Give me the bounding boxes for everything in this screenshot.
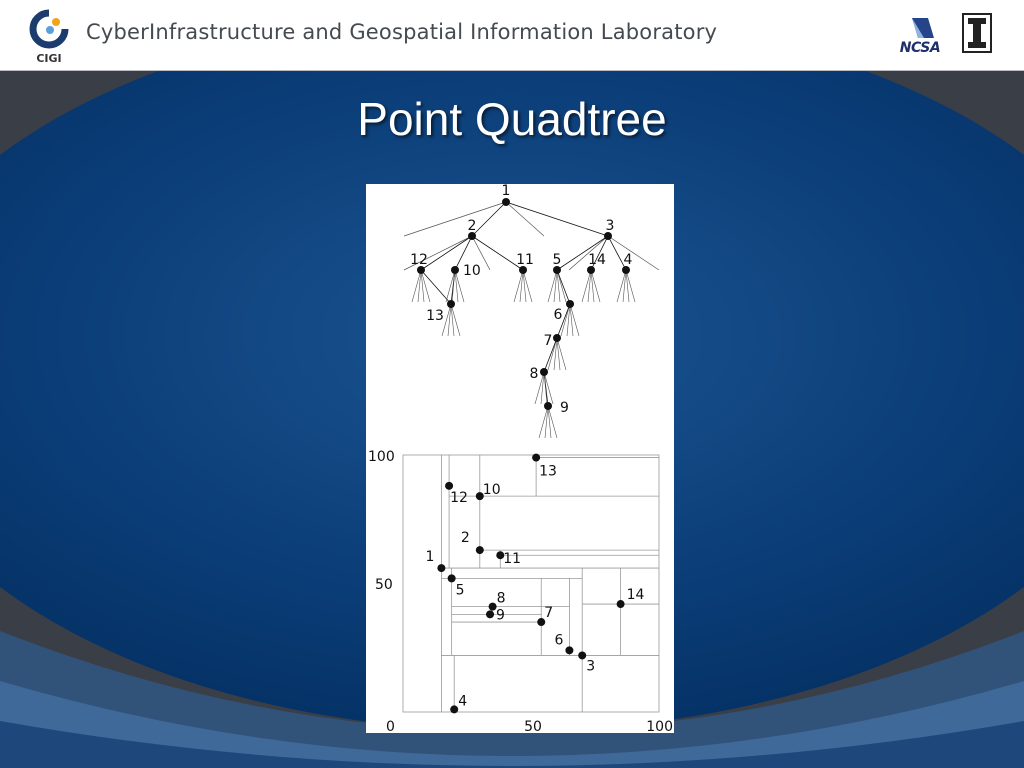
- plane-point-label-13: 13: [539, 463, 557, 480]
- tree-node-label-14: 14: [588, 252, 606, 268]
- plane-point-label-8: 8: [496, 590, 506, 607]
- tree-node-label-12: 12: [410, 252, 428, 268]
- plane-point-label-2: 2: [460, 530, 470, 547]
- plane-point-2: [476, 546, 484, 554]
- tree-node-13: [447, 300, 455, 308]
- tree-node-8: [540, 368, 548, 376]
- tree-null-branch: [608, 236, 659, 270]
- ncsa-logo-text: NCSA: [899, 40, 941, 56]
- tree-node-label-11: 11: [516, 252, 534, 268]
- plane-point-label-7: 7: [544, 605, 554, 622]
- illinois-block-i-icon: [962, 13, 992, 53]
- plane-point-1: [437, 564, 445, 572]
- illinois-logo: [962, 13, 992, 53]
- tree-node-label-2: 2: [467, 218, 477, 234]
- header-bar: [0, 0, 1024, 71]
- quadtree-figure-svg: [366, 184, 674, 733]
- slide-title: Point Quadtree: [357, 93, 667, 145]
- plane-point-label-3: 3: [586, 658, 596, 675]
- cigi-logo: [26, 7, 72, 65]
- plane-point-12: [445, 482, 453, 490]
- plane-point-label-1: 1: [425, 549, 435, 566]
- tree-node-label-6: 6: [553, 307, 563, 323]
- plane-point-label-12: 12: [450, 489, 468, 506]
- plane-point-4: [450, 705, 458, 713]
- axis-label-x-right: 100: [646, 719, 673, 733]
- tree-node-label-9: 9: [560, 400, 569, 416]
- tree-edge-1-3: [506, 202, 608, 236]
- tree-node-label-8: 8: [529, 366, 539, 382]
- tree-node-1: [502, 198, 510, 206]
- lab-name: CyberInfrastructure and Geospatial Information Laboratory: [86, 20, 718, 44]
- tree-null-branch: [404, 202, 506, 236]
- quadtree-figure: [366, 184, 674, 733]
- tree-node-label-1: 1: [501, 184, 511, 199]
- tree-node-label-7: 7: [543, 333, 553, 349]
- plane-point-5: [448, 574, 456, 582]
- plane-point-3: [578, 651, 586, 659]
- cigi-swirl-icon: [26, 7, 72, 53]
- tree-edge-1-2: [472, 202, 506, 236]
- plane-point-6: [565, 646, 573, 654]
- plane-point-label-9: 9: [496, 607, 505, 624]
- plane-point-label-11: 11: [503, 551, 522, 568]
- plane-point-label-5: 5: [455, 582, 465, 599]
- plane-point-label-4: 4: [458, 693, 468, 710]
- plane-point-label-14: 14: [626, 587, 645, 604]
- ncsa-mark-icon: [894, 16, 946, 42]
- tree-node-label-10: 10: [463, 263, 481, 279]
- plane-point-13: [532, 454, 540, 462]
- tree-node-label-3: 3: [605, 218, 615, 234]
- plane-point-14: [617, 600, 625, 608]
- tree-edge-5-6: [557, 270, 570, 304]
- axis-label-x-left: 0: [386, 719, 395, 733]
- tree-null-branch: [506, 202, 544, 236]
- plane-point-9: [486, 610, 494, 618]
- axis-label-y-mid: 50: [375, 577, 393, 593]
- plane-point-label-6: 6: [554, 632, 564, 649]
- tree-node-label-4: 4: [623, 252, 633, 268]
- tree-node-6: [566, 300, 574, 308]
- tree-node-label-5: 5: [552, 252, 562, 268]
- plane-point-label-10: 10: [482, 482, 501, 499]
- cigi-logo-text: CIGI: [36, 52, 62, 65]
- ncsa-logo: [894, 16, 946, 56]
- tree-node-label-13: 13: [426, 308, 444, 324]
- tree-node-10: [451, 266, 459, 274]
- axis-label-x-mid: 50: [524, 719, 542, 733]
- tree-node-9: [544, 402, 552, 410]
- tree-node-7: [553, 334, 561, 342]
- axis-label-y-top: 100: [368, 449, 395, 465]
